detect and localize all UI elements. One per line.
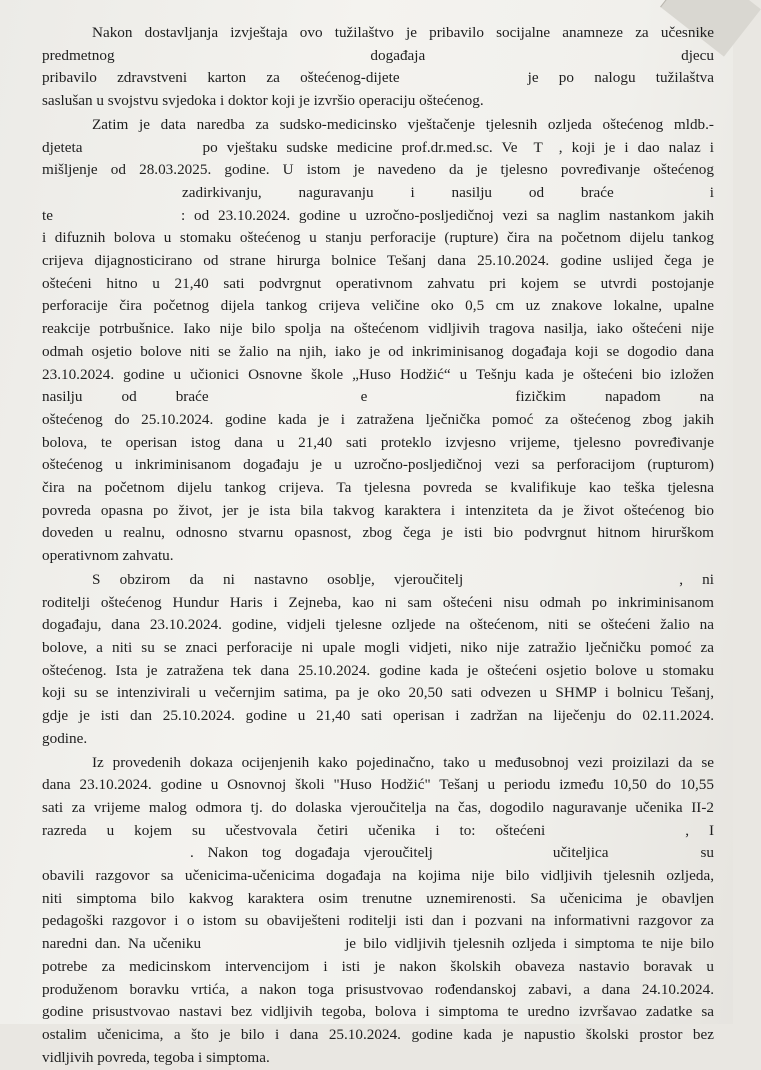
text-line: doveden u realnu, odnosno stvarnu opasnost, zbog čega je isti bio podvrgnut hitnom hirurškom <box>42 524 714 542</box>
text-line: razreda u kojem su učestvovala četiri učenika i to: oštećeni , I <box>42 821 715 839</box>
text-line: oštećeni hitno u 21,40 sati podvrgnut operativnom zahvatu pri kojem se utvrdi postojanje <box>42 274 714 292</box>
text-line: dana 23.10.2024. godine u Osnovnoj školi "Huso Hodžić" Tešanj u periodu između 10,50 do 10,55 <box>42 776 714 794</box>
text-line: potrebe za medicinskom intervencijom i isti je nakon školskih obaveza nastavio boravak u <box>42 957 714 975</box>
text-line: perforacije čira početnog dijela tankog crijeva veličine oko 0,5 cm uz znakove lokalne, upalne <box>42 297 714 315</box>
text-line: Nakon dostavljanja izvještaja ovo tužilaštvo je pribavilo socijalne anamneze za učesnike <box>92 24 714 41</box>
text-line: roditelji oštećenog Hundur Haris i Zejneba, kao ni sam oštećeni nisu odmah po inkriminisanom <box>42 593 714 611</box>
text-line: crijeva dijagnosticirano od strane hirurga bolnice Tešanj dana 25.10.2024. godine uslijed čega je <box>42 252 714 270</box>
text-line: saslušan u svojstvu svjedoka i doktor koji je izvršio operaciju oštećenog. <box>42 92 484 110</box>
text-line: pribavilo zdravstveni karton za oštećenog-dijete je po nalogu tužilaštva <box>42 69 714 87</box>
text-line: te : od 23.10.2024. godine u uzročno-posljedičnoj vezi sa naglim nastankom jakih <box>42 206 714 224</box>
paragraph-1 <box>42 22 714 113</box>
text-line: naredni dan. Na učeniku je bilo vidljivih tjelesnih ozljeda i simptoma te nije bilo <box>42 935 714 953</box>
text-line: reakcije potrbušnice. Iako nije bilo spolja na oštećenom vidljivih tragova nasilja, iako oštećeni nije <box>42 320 714 338</box>
text-line: čira na početnom dijelu tankog crijeva. Ta tjelesna povreda se kvalifikuje kao teška tjelesna <box>42 479 714 497</box>
text-line: vidljivih povreda, tegoba i simptoma. <box>42 1048 270 1066</box>
text-line: niti simptoma bilo kakvog karaktera osim trenutne uznemirenosti. Sa učenicima je obavljen <box>42 889 714 907</box>
text-line: nasilju od braće e fizičkim napadom na <box>42 388 714 406</box>
paragraph-2 <box>42 114 714 568</box>
text-line: djeteta po vještaku sudske medicine prof.dr.med.sc. Ve T , koji je i dao nalaz i <box>42 138 714 156</box>
text-line: obavili razgovor sa učenicima-učenicima događaja na kojima nije bilo vidljivih tjelesnih ozljeda, <box>42 867 714 885</box>
text-line: i difuznih bolova u stomaku oštećenog u stanju perforacije (rupture) čira na početnom dijelu tankog <box>42 229 714 247</box>
text-line: odmah osjetio bolove niti se žalio na njih, iako je od inkriminisanog događaja koji se dogodio dana <box>42 342 714 360</box>
text-line: mišljenje od 28.03.2025. godine. U istom je navedeno da je tjelesno povređivanje oštećenog <box>42 161 714 179</box>
text-line: povreda opasna po život, jer je ista bila takvog karaktera i intenziteta da je život oštećenog bio <box>42 501 714 519</box>
document-body <box>42 22 714 1070</box>
text-line: 23.10.2024. godine u učionici Osnovne škole „Huso Hodžić“ u Tešnju kada je oštećeni bio izložen <box>42 365 714 383</box>
text-line: koji su se intenzivirali u večernjim satima, pa je oko 20,50 sati odvezen u SHMP i bolnicu Tešanj, <box>42 684 714 702</box>
text-line: godine prisustvovao nastavi bez vidljivih tegoba, bolova i simptoma te uredno izvršavao zadatke sa <box>42 1003 714 1021</box>
text-line: predmetnog događaja djecu <box>42 46 714 64</box>
text-line: zadirkivanju, naguravanju i nasilju od braće i <box>182 183 714 201</box>
text-line: oštećenog u inkriminisanom događaju je u uzročno-posljedičnoj vezi sa perforacijom (rupturom) <box>42 456 714 474</box>
paragraph-3 <box>42 569 714 751</box>
text-line: . Nakon tog događaja vjeroučitelj učiteljica su <box>190 844 714 862</box>
text-line: produženom boravku vrtića, a nakon toga prisustvovao rođendanskoj zabavi, a dana 24.10.2024. <box>42 980 714 998</box>
text-line: sati za vrijeme malog odmora tj. do dolaska vjeroučitelja na čas, dogodilo naguravanje učenika II-2 <box>42 798 714 816</box>
text-line: bolove, a niti su se znaci perforacije ni upale mogli vidjeti, niko nije zatražio lječničku pomoć za <box>42 638 714 656</box>
text-line: oštećenog do 25.10.2024. godine kada je i zatražena lječnička pomoć za oštećenog zbog jakih <box>42 410 714 428</box>
text-line: S obzirom da ni nastavno osoblje, vjeroučitelj , ni <box>92 570 714 588</box>
text-line: gdje je isti dan 25.10.2024. godine u 21,40 sati operisan i zadržan na liječenju do 02.11.2024. <box>42 707 714 725</box>
text-line: Iz provedenih dokaza ocijenjenih kako pojedinačno, tako u međusobnoj vezi proizilazi da se <box>92 753 714 771</box>
text-line: operativnom zahvatu. <box>42 547 174 565</box>
text-line: Zatim je data naredba za sudsko-medicinsko vještačenje tjelesnih ozljeda oštećenog mldb.- <box>92 115 714 133</box>
text-line: oštećenog. Ista je zatražena tek dana 25.10.2024. godine kada je oštećeni osjetio bolove u stomaku <box>42 661 714 679</box>
text-line: godine. <box>42 729 88 747</box>
text-line: događaju, dana 23.10.2024. godine, vidjeli tjelesne ozljede na oštećenom, niti se oštećeni žalio na <box>42 616 714 634</box>
text-line: ostalim učenicima, a što je bilo i dana 25.10.2024. godine kada je napustio školski prostor bez <box>42 1025 714 1043</box>
text-line: bolova, te operisan istog dana u 21,40 sati proteklo izvjesno vrijeme, tjelesno povređivanje <box>42 433 714 451</box>
paragraph-4 <box>42 752 714 1070</box>
text-line: pedagoški razgovor i o istom su obaviješteni roditelji isti dan i pozvani na informativni razgovor za <box>42 912 714 930</box>
